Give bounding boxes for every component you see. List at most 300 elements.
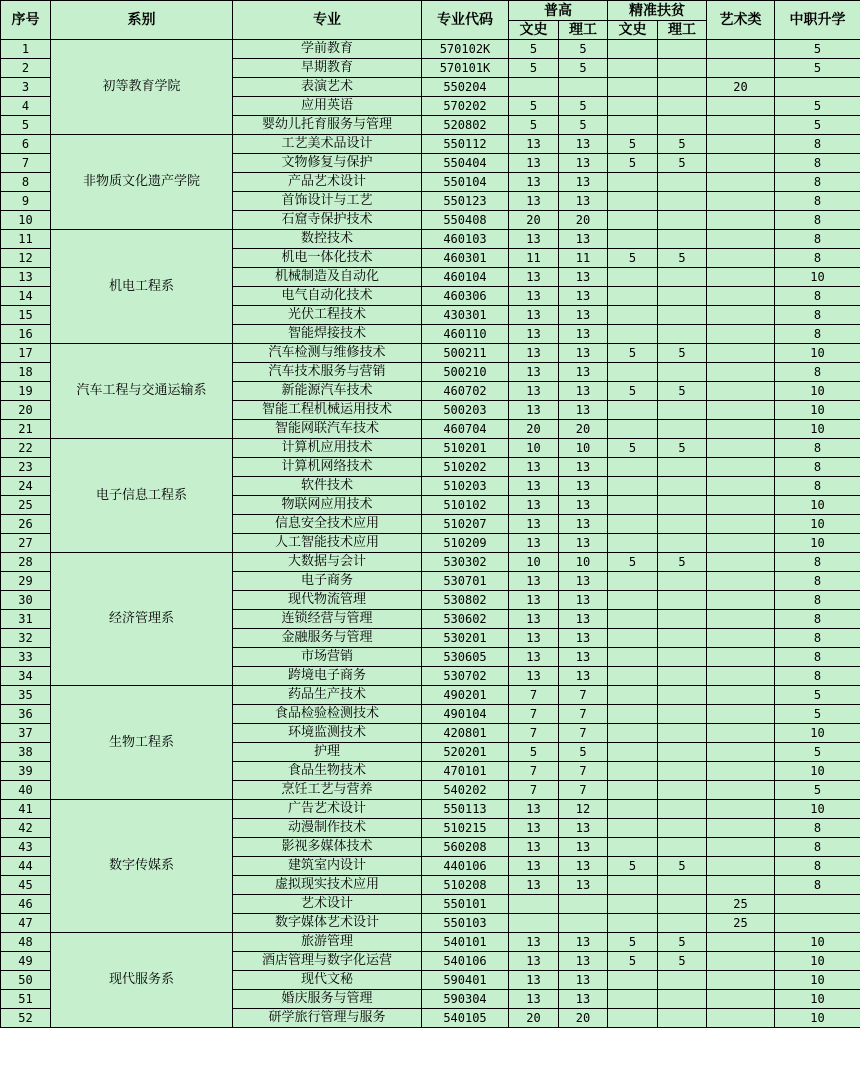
cell-seq: 29 bbox=[1, 572, 51, 591]
cell-art bbox=[707, 591, 775, 610]
cell-seq: 20 bbox=[1, 401, 51, 420]
cell-jingzhun-ligong bbox=[658, 287, 707, 306]
table-row bbox=[1, 800, 860, 819]
cell-dept: 初等教育学院 bbox=[51, 40, 233, 135]
cell-zhongzhi: 5 bbox=[775, 40, 860, 59]
cell-code: 530602 bbox=[422, 610, 509, 629]
table-row bbox=[1, 230, 860, 249]
cell-jingzhun-wenshi bbox=[608, 173, 658, 192]
cell-code: 550123 bbox=[422, 192, 509, 211]
cell-seq: 44 bbox=[1, 857, 51, 876]
table-row bbox=[1, 933, 860, 952]
cell-putong-wenshi: 10 bbox=[509, 439, 559, 458]
cell-jingzhun-ligong bbox=[658, 819, 707, 838]
cell-art bbox=[707, 59, 775, 78]
cell-putong-wenshi: 13 bbox=[509, 952, 559, 971]
cell-major: 物联网应用技术 bbox=[233, 496, 422, 515]
cell-major: 市场营销 bbox=[233, 648, 422, 667]
cell-putong-ligong: 5 bbox=[559, 116, 608, 135]
cell-seq: 15 bbox=[1, 306, 51, 325]
cell-putong-ligong: 20 bbox=[559, 420, 608, 439]
cell-jingzhun-wenshi bbox=[608, 686, 658, 705]
header-art: 艺术类 bbox=[707, 1, 775, 40]
cell-putong-wenshi: 13 bbox=[509, 325, 559, 344]
cell-jingzhun-ligong: 5 bbox=[658, 933, 707, 952]
table-body bbox=[1, 40, 860, 1028]
cell-putong-ligong: 7 bbox=[559, 686, 608, 705]
cell-code: 550101 bbox=[422, 895, 509, 914]
cell-art bbox=[707, 515, 775, 534]
cell-major: 汽车技术服务与营销 bbox=[233, 363, 422, 382]
cell-jingzhun-ligong bbox=[658, 629, 707, 648]
cell-major: 机械制造及自动化 bbox=[233, 268, 422, 287]
cell-major: 旅游管理 bbox=[233, 933, 422, 952]
cell-zhongzhi: 8 bbox=[775, 192, 860, 211]
cell-zhongzhi: 10 bbox=[775, 534, 860, 553]
cell-jingzhun-ligong bbox=[658, 781, 707, 800]
cell-jingzhun-ligong: 5 bbox=[658, 857, 707, 876]
cell-art bbox=[707, 857, 775, 876]
cell-jingzhun-ligong bbox=[658, 990, 707, 1009]
cell-jingzhun-ligong bbox=[658, 116, 707, 135]
cell-jingzhun-ligong bbox=[658, 914, 707, 933]
cell-major: 数字媒体艺术设计 bbox=[233, 914, 422, 933]
cell-seq: 25 bbox=[1, 496, 51, 515]
cell-code: 540105 bbox=[422, 1009, 509, 1028]
cell-zhongzhi: 8 bbox=[775, 135, 860, 154]
cell-seq: 7 bbox=[1, 154, 51, 173]
cell-putong-ligong: 20 bbox=[559, 1009, 608, 1028]
cell-zhongzhi: 10 bbox=[775, 515, 860, 534]
cell-jingzhun-wenshi: 5 bbox=[608, 553, 658, 572]
cell-major: 建筑室内设计 bbox=[233, 857, 422, 876]
cell-code: 540101 bbox=[422, 933, 509, 952]
cell-jingzhun-wenshi bbox=[608, 515, 658, 534]
cell-putong-ligong: 13 bbox=[559, 667, 608, 686]
cell-major: 机电一体化技术 bbox=[233, 249, 422, 268]
table-row bbox=[1, 686, 860, 705]
cell-seq: 51 bbox=[1, 990, 51, 1009]
header-jingzhun-ligong: 理工 bbox=[658, 21, 707, 40]
cell-zhongzhi: 5 bbox=[775, 705, 860, 724]
cell-major: 计算机网络技术 bbox=[233, 458, 422, 477]
cell-major: 首饰设计与工艺 bbox=[233, 192, 422, 211]
cell-putong-wenshi: 7 bbox=[509, 781, 559, 800]
cell-jingzhun-ligong bbox=[658, 971, 707, 990]
cell-art bbox=[707, 971, 775, 990]
header-jingzhun: 精准扶贫 bbox=[608, 1, 707, 21]
cell-code: 560208 bbox=[422, 838, 509, 857]
cell-jingzhun-wenshi bbox=[608, 363, 658, 382]
cell-seq: 8 bbox=[1, 173, 51, 192]
cell-zhongzhi: 8 bbox=[775, 591, 860, 610]
cell-zhongzhi: 8 bbox=[775, 173, 860, 192]
cell-jingzhun-wenshi bbox=[608, 591, 658, 610]
cell-jingzhun-ligong bbox=[658, 610, 707, 629]
cell-jingzhun-wenshi bbox=[608, 78, 658, 97]
cell-jingzhun-wenshi bbox=[608, 895, 658, 914]
cell-jingzhun-wenshi: 5 bbox=[608, 857, 658, 876]
cell-zhongzhi bbox=[775, 914, 860, 933]
cell-putong-wenshi: 7 bbox=[509, 762, 559, 781]
cell-putong-ligong: 13 bbox=[559, 572, 608, 591]
cell-major: 汽车检测与维修技术 bbox=[233, 344, 422, 363]
cell-jingzhun-wenshi: 5 bbox=[608, 952, 658, 971]
cell-art bbox=[707, 230, 775, 249]
cell-zhongzhi: 10 bbox=[775, 724, 860, 743]
cell-jingzhun-ligong bbox=[658, 724, 707, 743]
cell-jingzhun-ligong: 5 bbox=[658, 952, 707, 971]
cell-jingzhun-wenshi: 5 bbox=[608, 249, 658, 268]
cell-zhongzhi: 8 bbox=[775, 553, 860, 572]
cell-putong-ligong: 13 bbox=[559, 306, 608, 325]
cell-major: 文物修复与保护 bbox=[233, 154, 422, 173]
cell-zhongzhi: 8 bbox=[775, 249, 860, 268]
cell-zhongzhi: 10 bbox=[775, 268, 860, 287]
cell-jingzhun-ligong bbox=[658, 40, 707, 59]
cell-jingzhun-wenshi bbox=[608, 648, 658, 667]
cell-major: 智能焊接技术 bbox=[233, 325, 422, 344]
cell-jingzhun-wenshi bbox=[608, 876, 658, 895]
cell-putong-wenshi: 13 bbox=[509, 857, 559, 876]
cell-putong-wenshi: 7 bbox=[509, 686, 559, 705]
header-putong: 普高 bbox=[509, 1, 608, 21]
cell-code: 510202 bbox=[422, 458, 509, 477]
cell-seq: 23 bbox=[1, 458, 51, 477]
cell-putong-wenshi: 13 bbox=[509, 306, 559, 325]
cell-putong-wenshi: 13 bbox=[509, 800, 559, 819]
cell-zhongzhi: 8 bbox=[775, 648, 860, 667]
cell-zhongzhi: 5 bbox=[775, 97, 860, 116]
cell-putong-ligong: 13 bbox=[559, 515, 608, 534]
cell-putong-ligong: 13 bbox=[559, 135, 608, 154]
cell-jingzhun-ligong bbox=[658, 762, 707, 781]
cell-jingzhun-wenshi bbox=[608, 477, 658, 496]
cell-zhongzhi: 8 bbox=[775, 439, 860, 458]
cell-jingzhun-wenshi bbox=[608, 629, 658, 648]
cell-code: 460704 bbox=[422, 420, 509, 439]
cell-putong-ligong: 13 bbox=[559, 648, 608, 667]
cell-jingzhun-ligong bbox=[658, 306, 707, 325]
cell-code: 490201 bbox=[422, 686, 509, 705]
cell-putong-wenshi: 13 bbox=[509, 173, 559, 192]
cell-seq: 41 bbox=[1, 800, 51, 819]
cell-code: 510215 bbox=[422, 819, 509, 838]
cell-code: 550112 bbox=[422, 135, 509, 154]
cell-jingzhun-ligong bbox=[658, 591, 707, 610]
cell-art bbox=[707, 401, 775, 420]
cell-art bbox=[707, 629, 775, 648]
cell-jingzhun-ligong: 5 bbox=[658, 344, 707, 363]
cell-jingzhun-ligong bbox=[658, 477, 707, 496]
cell-code: 530201 bbox=[422, 629, 509, 648]
cell-putong-ligong: 13 bbox=[559, 819, 608, 838]
cell-jingzhun-wenshi bbox=[608, 211, 658, 230]
cell-art bbox=[707, 211, 775, 230]
cell-code: 440106 bbox=[422, 857, 509, 876]
cell-putong-ligong: 13 bbox=[559, 287, 608, 306]
cell-jingzhun-ligong bbox=[658, 572, 707, 591]
cell-code: 550204 bbox=[422, 78, 509, 97]
cell-jingzhun-wenshi bbox=[608, 1009, 658, 1028]
cell-major: 环境监测技术 bbox=[233, 724, 422, 743]
cell-major: 软件技术 bbox=[233, 477, 422, 496]
cell-putong-ligong: 13 bbox=[559, 325, 608, 344]
cell-putong-ligong: 7 bbox=[559, 724, 608, 743]
cell-code: 540106 bbox=[422, 952, 509, 971]
cell-major: 计算机应用技术 bbox=[233, 439, 422, 458]
cell-jingzhun-wenshi: 5 bbox=[608, 933, 658, 952]
header-jingzhun-wenshi: 文史 bbox=[608, 21, 658, 40]
cell-art bbox=[707, 439, 775, 458]
cell-code: 570202 bbox=[422, 97, 509, 116]
cell-jingzhun-wenshi bbox=[608, 268, 658, 287]
cell-putong-ligong: 13 bbox=[559, 230, 608, 249]
cell-art bbox=[707, 97, 775, 116]
cell-art bbox=[707, 116, 775, 135]
cell-major: 酒店管理与数字化运营 bbox=[233, 952, 422, 971]
cell-seq: 48 bbox=[1, 933, 51, 952]
cell-art bbox=[707, 762, 775, 781]
cell-putong-ligong: 13 bbox=[559, 971, 608, 990]
cell-major: 光伏工程技术 bbox=[233, 306, 422, 325]
cell-zhongzhi: 10 bbox=[775, 1009, 860, 1028]
cell-major: 学前教育 bbox=[233, 40, 422, 59]
cell-major: 连锁经营与管理 bbox=[233, 610, 422, 629]
cell-zhongzhi: 5 bbox=[775, 116, 860, 135]
cell-code: 420801 bbox=[422, 724, 509, 743]
cell-putong-wenshi: 13 bbox=[509, 648, 559, 667]
cell-putong-ligong: 13 bbox=[559, 629, 608, 648]
cell-seq: 38 bbox=[1, 743, 51, 762]
cell-zhongzhi: 5 bbox=[775, 743, 860, 762]
cell-jingzhun-ligong bbox=[658, 515, 707, 534]
cell-seq: 43 bbox=[1, 838, 51, 857]
cell-major: 研学旅行管理与服务 bbox=[233, 1009, 422, 1028]
cell-putong-wenshi: 7 bbox=[509, 705, 559, 724]
cell-jingzhun-ligong bbox=[658, 97, 707, 116]
cell-putong-ligong: 13 bbox=[559, 268, 608, 287]
cell-putong-wenshi: 13 bbox=[509, 287, 559, 306]
cell-zhongzhi: 8 bbox=[775, 876, 860, 895]
cell-seq: 1 bbox=[1, 40, 51, 59]
cell-jingzhun-wenshi bbox=[608, 724, 658, 743]
cell-zhongzhi bbox=[775, 895, 860, 914]
table-row bbox=[1, 344, 860, 363]
cell-jingzhun-wenshi: 5 bbox=[608, 439, 658, 458]
cell-putong-wenshi: 13 bbox=[509, 401, 559, 420]
cell-jingzhun-ligong: 5 bbox=[658, 439, 707, 458]
cell-jingzhun-wenshi bbox=[608, 762, 658, 781]
cell-zhongzhi: 8 bbox=[775, 857, 860, 876]
cell-putong-ligong: 13 bbox=[559, 496, 608, 515]
cell-jingzhun-wenshi bbox=[608, 610, 658, 629]
cell-code: 590401 bbox=[422, 971, 509, 990]
cell-major: 烹饪工艺与营养 bbox=[233, 781, 422, 800]
cell-major: 药品生产技术 bbox=[233, 686, 422, 705]
cell-code: 460103 bbox=[422, 230, 509, 249]
cell-putong-ligong: 13 bbox=[559, 610, 608, 629]
cell-seq: 40 bbox=[1, 781, 51, 800]
cell-seq: 42 bbox=[1, 819, 51, 838]
cell-art bbox=[707, 268, 775, 287]
cell-major: 大数据与会计 bbox=[233, 553, 422, 572]
cell-jingzhun-wenshi bbox=[608, 230, 658, 249]
cell-art bbox=[707, 553, 775, 572]
cell-zhongzhi: 10 bbox=[775, 933, 860, 952]
cell-code: 510207 bbox=[422, 515, 509, 534]
cell-dept: 数字传媒系 bbox=[51, 800, 233, 933]
cell-art bbox=[707, 1009, 775, 1028]
cell-code: 590304 bbox=[422, 990, 509, 1009]
cell-code: 500203 bbox=[422, 401, 509, 420]
cell-jingzhun-ligong bbox=[658, 363, 707, 382]
cell-art bbox=[707, 876, 775, 895]
cell-jingzhun-wenshi bbox=[608, 496, 658, 515]
cell-putong-ligong: 13 bbox=[559, 192, 608, 211]
cell-art bbox=[707, 933, 775, 952]
cell-art bbox=[707, 819, 775, 838]
cell-putong-wenshi: 13 bbox=[509, 629, 559, 648]
cell-code: 530702 bbox=[422, 667, 509, 686]
cell-jingzhun-ligong bbox=[658, 705, 707, 724]
cell-jingzhun-wenshi: 5 bbox=[608, 344, 658, 363]
cell-putong-wenshi: 13 bbox=[509, 971, 559, 990]
cell-major: 动漫制作技术 bbox=[233, 819, 422, 838]
cell-code: 460702 bbox=[422, 382, 509, 401]
cell-jingzhun-ligong: 5 bbox=[658, 382, 707, 401]
cell-major: 新能源汽车技术 bbox=[233, 382, 422, 401]
cell-art bbox=[707, 192, 775, 211]
cell-seq: 2 bbox=[1, 59, 51, 78]
cell-zhongzhi: 8 bbox=[775, 477, 860, 496]
cell-art bbox=[707, 382, 775, 401]
cell-major: 虚拟现实技术应用 bbox=[233, 876, 422, 895]
cell-putong-wenshi bbox=[509, 914, 559, 933]
cell-jingzhun-wenshi bbox=[608, 781, 658, 800]
cell-code: 490104 bbox=[422, 705, 509, 724]
cell-major: 艺术设计 bbox=[233, 895, 422, 914]
cell-jingzhun-wenshi bbox=[608, 667, 658, 686]
cell-dept: 机电工程系 bbox=[51, 230, 233, 344]
cell-seq: 26 bbox=[1, 515, 51, 534]
cell-art bbox=[707, 306, 775, 325]
cell-putong-wenshi: 13 bbox=[509, 154, 559, 173]
cell-seq: 19 bbox=[1, 382, 51, 401]
cell-seq: 11 bbox=[1, 230, 51, 249]
cell-seq: 9 bbox=[1, 192, 51, 211]
cell-art bbox=[707, 952, 775, 971]
cell-putong-wenshi: 20 bbox=[509, 1009, 559, 1028]
cell-putong-wenshi bbox=[509, 895, 559, 914]
cell-jingzhun-wenshi bbox=[608, 40, 658, 59]
cell-putong-wenshi: 13 bbox=[509, 268, 559, 287]
cell-art bbox=[707, 287, 775, 306]
cell-jingzhun-ligong bbox=[658, 648, 707, 667]
cell-jingzhun-wenshi bbox=[608, 192, 658, 211]
cell-major: 人工智能技术应用 bbox=[233, 534, 422, 553]
cell-code: 500211 bbox=[422, 344, 509, 363]
cell-putong-wenshi bbox=[509, 78, 559, 97]
cell-putong-ligong bbox=[559, 78, 608, 97]
cell-putong-ligong: 13 bbox=[559, 838, 608, 857]
cell-putong-ligong: 13 bbox=[559, 534, 608, 553]
header-major: 专业 bbox=[233, 1, 422, 40]
cell-putong-wenshi: 7 bbox=[509, 724, 559, 743]
cell-zhongzhi: 10 bbox=[775, 800, 860, 819]
cell-art bbox=[707, 363, 775, 382]
cell-major: 现代文秘 bbox=[233, 971, 422, 990]
cell-dept: 经济管理系 bbox=[51, 553, 233, 686]
cell-zhongzhi: 10 bbox=[775, 420, 860, 439]
cell-zhongzhi: 5 bbox=[775, 59, 860, 78]
table-row bbox=[1, 40, 860, 59]
cell-major: 智能网联汽车技术 bbox=[233, 420, 422, 439]
cell-jingzhun-wenshi: 5 bbox=[608, 135, 658, 154]
cell-seq: 27 bbox=[1, 534, 51, 553]
cell-putong-ligong: 5 bbox=[559, 743, 608, 762]
cell-zhongzhi: 5 bbox=[775, 781, 860, 800]
cell-putong-wenshi: 13 bbox=[509, 515, 559, 534]
cell-code: 550103 bbox=[422, 914, 509, 933]
cell-dept: 汽车工程与交通运输系 bbox=[51, 344, 233, 439]
cell-seq: 52 bbox=[1, 1009, 51, 1028]
cell-major: 金融服务与管理 bbox=[233, 629, 422, 648]
table-row bbox=[1, 439, 860, 458]
header-seq: 序号 bbox=[1, 1, 51, 40]
cell-zhongzhi: 8 bbox=[775, 458, 860, 477]
cell-art bbox=[707, 40, 775, 59]
cell-seq: 3 bbox=[1, 78, 51, 97]
cell-jingzhun-wenshi bbox=[608, 914, 658, 933]
cell-major: 护理 bbox=[233, 743, 422, 762]
cell-zhongzhi: 10 bbox=[775, 762, 860, 781]
cell-putong-wenshi: 13 bbox=[509, 496, 559, 515]
cell-putong-wenshi: 13 bbox=[509, 990, 559, 1009]
cell-art bbox=[707, 781, 775, 800]
cell-jingzhun-ligong bbox=[658, 743, 707, 762]
cell-code: 520802 bbox=[422, 116, 509, 135]
cell-putong-ligong: 13 bbox=[559, 477, 608, 496]
cell-code: 530605 bbox=[422, 648, 509, 667]
cell-putong-wenshi: 5 bbox=[509, 59, 559, 78]
cell-seq: 17 bbox=[1, 344, 51, 363]
cell-jingzhun-wenshi bbox=[608, 306, 658, 325]
cell-code: 510209 bbox=[422, 534, 509, 553]
cell-putong-wenshi: 13 bbox=[509, 135, 559, 154]
cell-putong-ligong: 7 bbox=[559, 781, 608, 800]
cell-dept: 现代服务系 bbox=[51, 933, 233, 1028]
cell-zhongzhi: 8 bbox=[775, 610, 860, 629]
cell-seq: 39 bbox=[1, 762, 51, 781]
cell-jingzhun-ligong bbox=[658, 534, 707, 553]
cell-putong-wenshi: 5 bbox=[509, 743, 559, 762]
cell-jingzhun-ligong bbox=[658, 838, 707, 857]
cell-putong-ligong: 20 bbox=[559, 211, 608, 230]
cell-jingzhun-ligong bbox=[658, 78, 707, 97]
cell-putong-wenshi: 5 bbox=[509, 40, 559, 59]
cell-code: 570101K bbox=[422, 59, 509, 78]
cell-jingzhun-wenshi bbox=[608, 743, 658, 762]
cell-seq: 49 bbox=[1, 952, 51, 971]
cell-putong-ligong: 13 bbox=[559, 363, 608, 382]
cell-putong-wenshi: 13 bbox=[509, 876, 559, 895]
cell-art: 25 bbox=[707, 895, 775, 914]
cell-jingzhun-wenshi bbox=[608, 458, 658, 477]
cell-code: 460104 bbox=[422, 268, 509, 287]
cell-seq: 10 bbox=[1, 211, 51, 230]
cell-putong-ligong: 13 bbox=[559, 173, 608, 192]
